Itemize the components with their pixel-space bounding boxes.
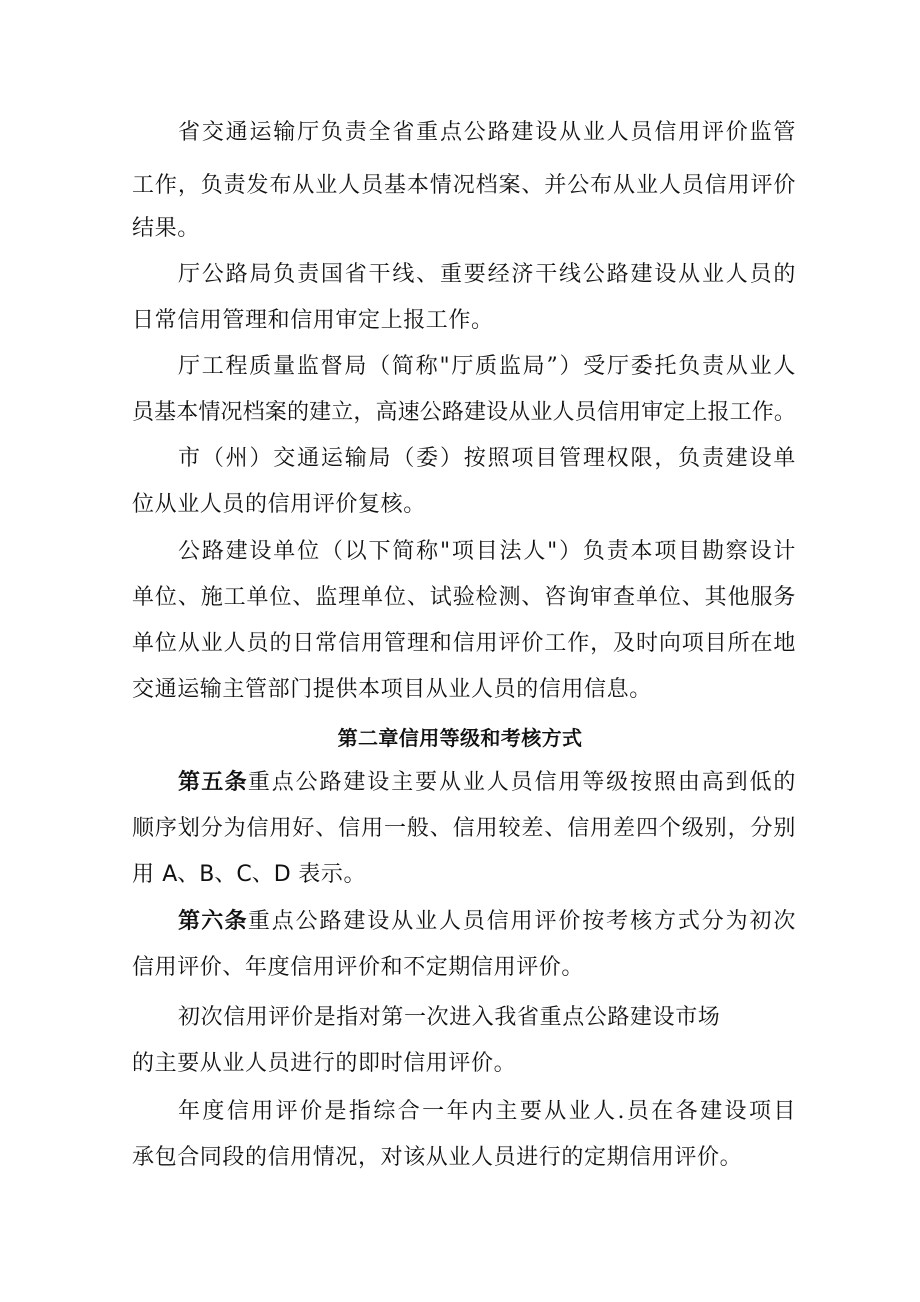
article-6-line-2: 信用评价、年度信用评价和不定期信用评价。 [132, 955, 585, 980]
paragraph-3-line-2: 员基本情况档案的建立，高速公路建设从业人员信用审定上报工作。 [132, 400, 796, 425]
article-6-label: 第六条 [178, 909, 248, 934]
paragraph-5-line-2: 单位、施工单位、监理单位、试验检测、咨询审查单位、其他服务 [132, 585, 796, 610]
article-5-label: 第五条 [178, 770, 248, 795]
article-5-line-3 [132, 860, 796, 890]
paragraph-4-line-1: 市（州）交通运输局（委）按照项目管理权限，负责建设单 [178, 446, 796, 471]
paragraph-1-line-3: 结果。 [132, 216, 200, 241]
article-5-text-suffix: 表示。 [298, 862, 367, 887]
article-5-line-2: 顺序划分为信用好、信用一般、信用较差、信用差四个级别，分别 [132, 816, 796, 841]
paragraph-2-line-2: 日常信用管理和信用审定上报工作。 [132, 308, 494, 333]
paragraph-5-line-4: 交通运输主管部门提供本项目从业人员的信用信息。 [132, 677, 652, 702]
paragraph-3-line-1: 厅工程质量监督局（简称"厅质监局”）受厅委托负责从业人 [178, 354, 796, 379]
annual-eval-line-1: 年度信用评价是指综合一年内主要从业人.员在各建设项目 [178, 1099, 796, 1124]
paragraph-5-line-1: 公路建设单位（以下简称"项目法人"）负责本项目勘察设计 [178, 539, 796, 564]
chapter-heading: 第二章信用等级和考核方式 [337, 726, 583, 750]
annual-eval-line-2: 承包合同段的信用情况，对该从业人员进行的定期信用评价。 [132, 1145, 743, 1170]
paragraph-5-line-3: 单位从业人员的日常信用管理和信用评价工作，及时向项目所在地 [132, 631, 796, 656]
paragraph-1-line-2: 工作，负责发布从业人员基本情况档案、并公布从业人员信用评价 [132, 173, 796, 198]
paragraph-4-line-2: 位从业人员的信用评价复核。 [132, 492, 426, 517]
initial-eval-line-1: 初次信用评价是指对第一次进入我省重点公路建设市场 [178, 1005, 721, 1030]
paragraph-2-line-1: 厅公路局负责国省干线、重要经济干线公路建设从业人员的 [178, 262, 796, 287]
article-5-line-1 [178, 768, 796, 798]
initial-eval-line-2: 的主要从业人员进行的即时信用评价。 [132, 1051, 517, 1076]
article-5-grades: A、B、C、D [162, 862, 291, 887]
article-6-text-1: 重点公路建设从业人员信用评价按考核方式分为初次 [247, 909, 796, 934]
paragraph-1-line-1: 省交通运输厅负责全省重点公路建设从业人员信用评价监管 [178, 120, 796, 145]
article-5-text-1: 重点公路建设主要从业人员信用等级按照由高到低的 [247, 770, 796, 795]
article-6-line-1 [178, 907, 796, 937]
article-5-text-prefix: 用 [132, 862, 155, 887]
